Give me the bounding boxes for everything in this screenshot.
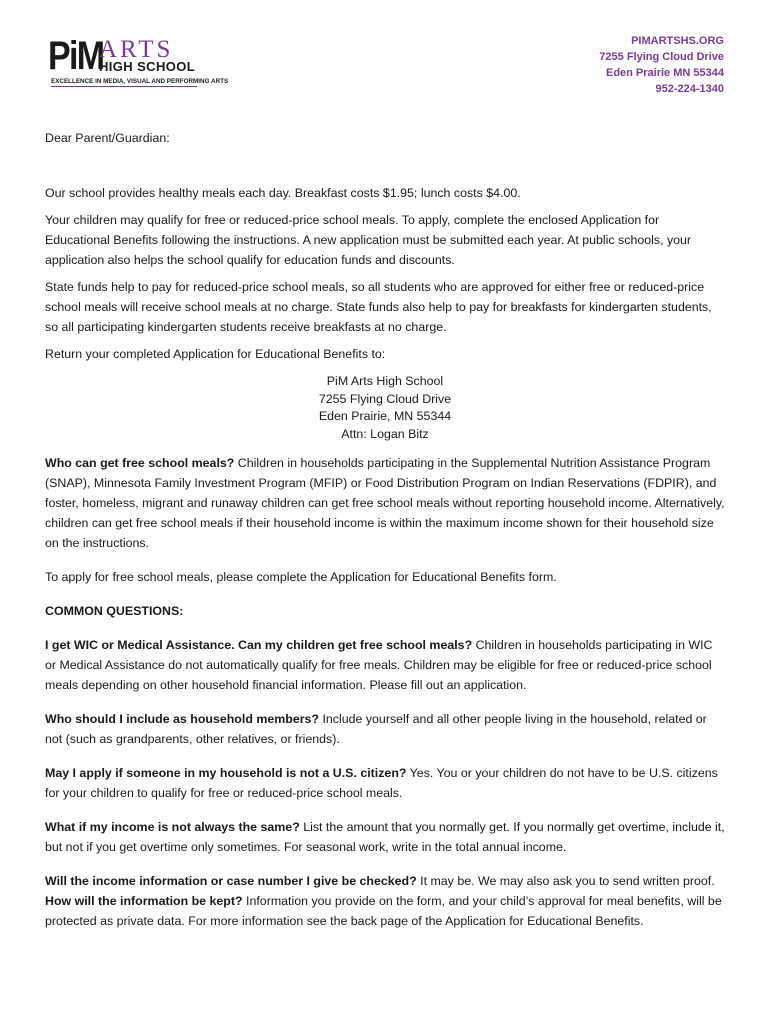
faq-answer: It may be. We may also ask you to send written proof.	[416, 874, 715, 888]
return-address-line: 7255 Flying Cloud Drive	[318, 391, 452, 406]
faq-income-variation	[45, 817, 725, 857]
faq-question: Will the income information or case number I give be checked?	[45, 874, 417, 888]
phone-number: 952-224-1340	[655, 83, 724, 95]
faq-question: Who should I include as household members?	[45, 712, 319, 726]
qualify-paragraph: Your children may qualify for free or reduced-price school meals. To apply, complete the enclosed Application for Educational Benefits following the instructions. A new application must be submitted each year. At public schools, your application also helps the school qualify for education funds and discounts.	[45, 213, 692, 267]
faq-answer: Information you provide on the form, and your child’s approval for meal benefits, will be protected as private data. For more information see the back page of the Application for Educational Benefits.	[45, 894, 722, 928]
logo-arts-text: ARTS	[99, 36, 174, 63]
who-can-get-question: Who can get free school meals?	[45, 456, 235, 470]
logo-divider	[51, 86, 197, 87]
faq-question: What if my income is not always the same?	[45, 820, 300, 834]
city-state-zip: Eden Prairie MN 55344	[605, 67, 724, 79]
faq-verification	[45, 871, 725, 931]
faq-wic	[45, 635, 725, 695]
state-funds-paragraph: State funds help to pay for reduced-price school meals, so all students who are approved for either free or reduced-price school meals will receive school meals at no charge. State funds also help to pay for breakfasts for kindergarten students, so all participating kindergarten students receive breakfasts at no charge.	[45, 280, 712, 334]
faq-answer: Children in households participating in WIC or Medical Assistance do not automatically qualify for free meals. Children may be eligible for free or reduced-price school meals depending on other household financial information. Please fill out an application.	[45, 638, 713, 692]
return-address	[45, 373, 725, 443]
faq-answer: List the amount that you normally get. If you normally get overtime, include it, but not if you get overtime only sometimes. For seasonal work, write in the total annual income.	[45, 820, 725, 854]
faq-question: How will the information be kept?	[45, 894, 243, 908]
who-can-get-paragraph	[45, 453, 725, 553]
who-can-get-answer: Children in households participating in the Supplemental Nutrition Assistance Program (SNAP), Minnesota Family Investment Program (MFIP) or Food Distribution Program on Indian Reservations (FDPIR), and foster, homeless, migrant and runaway children can get free school meals without reporting household income. Alternatively, children can get free school meals if their household income is within the maximum income shown for their household size on the instructions.	[45, 456, 725, 550]
street-address: 7255 Flying Cloud Drive	[599, 51, 724, 63]
return-address-line: Eden Prairie, MN 55344	[318, 409, 452, 423]
greeting: Dear Parent/Guardian:	[45, 131, 170, 145]
logo-high-school-text: HIGH SCHOOL	[99, 59, 196, 74]
faq-answer: Include yourself and all other people living in the household, related or not (such as grandparents, other relatives, or friends).	[45, 712, 707, 746]
meal-cost-paragraph: Our school provides healthy meals each day. Breakfast costs $1.95; lunch costs $4.00.	[45, 186, 521, 200]
school-logo	[48, 34, 229, 92]
website-link[interactable]: PIMARTSHS.ORG	[631, 35, 724, 47]
faq-question: I get WIC or Medical Assistance. Can my children get free school meals?	[45, 638, 473, 652]
return-address-line: Attn: Logan Bitz	[341, 426, 429, 441]
faq-citizen	[45, 763, 725, 803]
return-instructions: Return your completed Application for Educational Benefits to:	[45, 347, 386, 361]
logo-pim-text: PiM	[48, 34, 104, 78]
common-questions-heading: COMMON QUESTIONS:	[45, 604, 184, 618]
school-address-block	[599, 33, 724, 97]
logo-tagline: EXCELLENCE IN MEDIA, VISUAL AND PERFORMING ARTS	[51, 78, 229, 85]
faq-question: May I apply if someone in my household is not a U.S. citizen?	[45, 766, 407, 780]
apply-paragraph: To apply for free school meals, please complete the Application for Educational Benefits form.	[45, 570, 557, 584]
faq-answer: Yes. You or your children do not have to be U.S. citizens for your children to qualify for free or reduced-price school meals.	[45, 766, 718, 800]
letter-body	[45, 128, 725, 931]
return-address-line: PiM Arts High School	[326, 374, 444, 388]
faq-household-members	[45, 709, 725, 749]
